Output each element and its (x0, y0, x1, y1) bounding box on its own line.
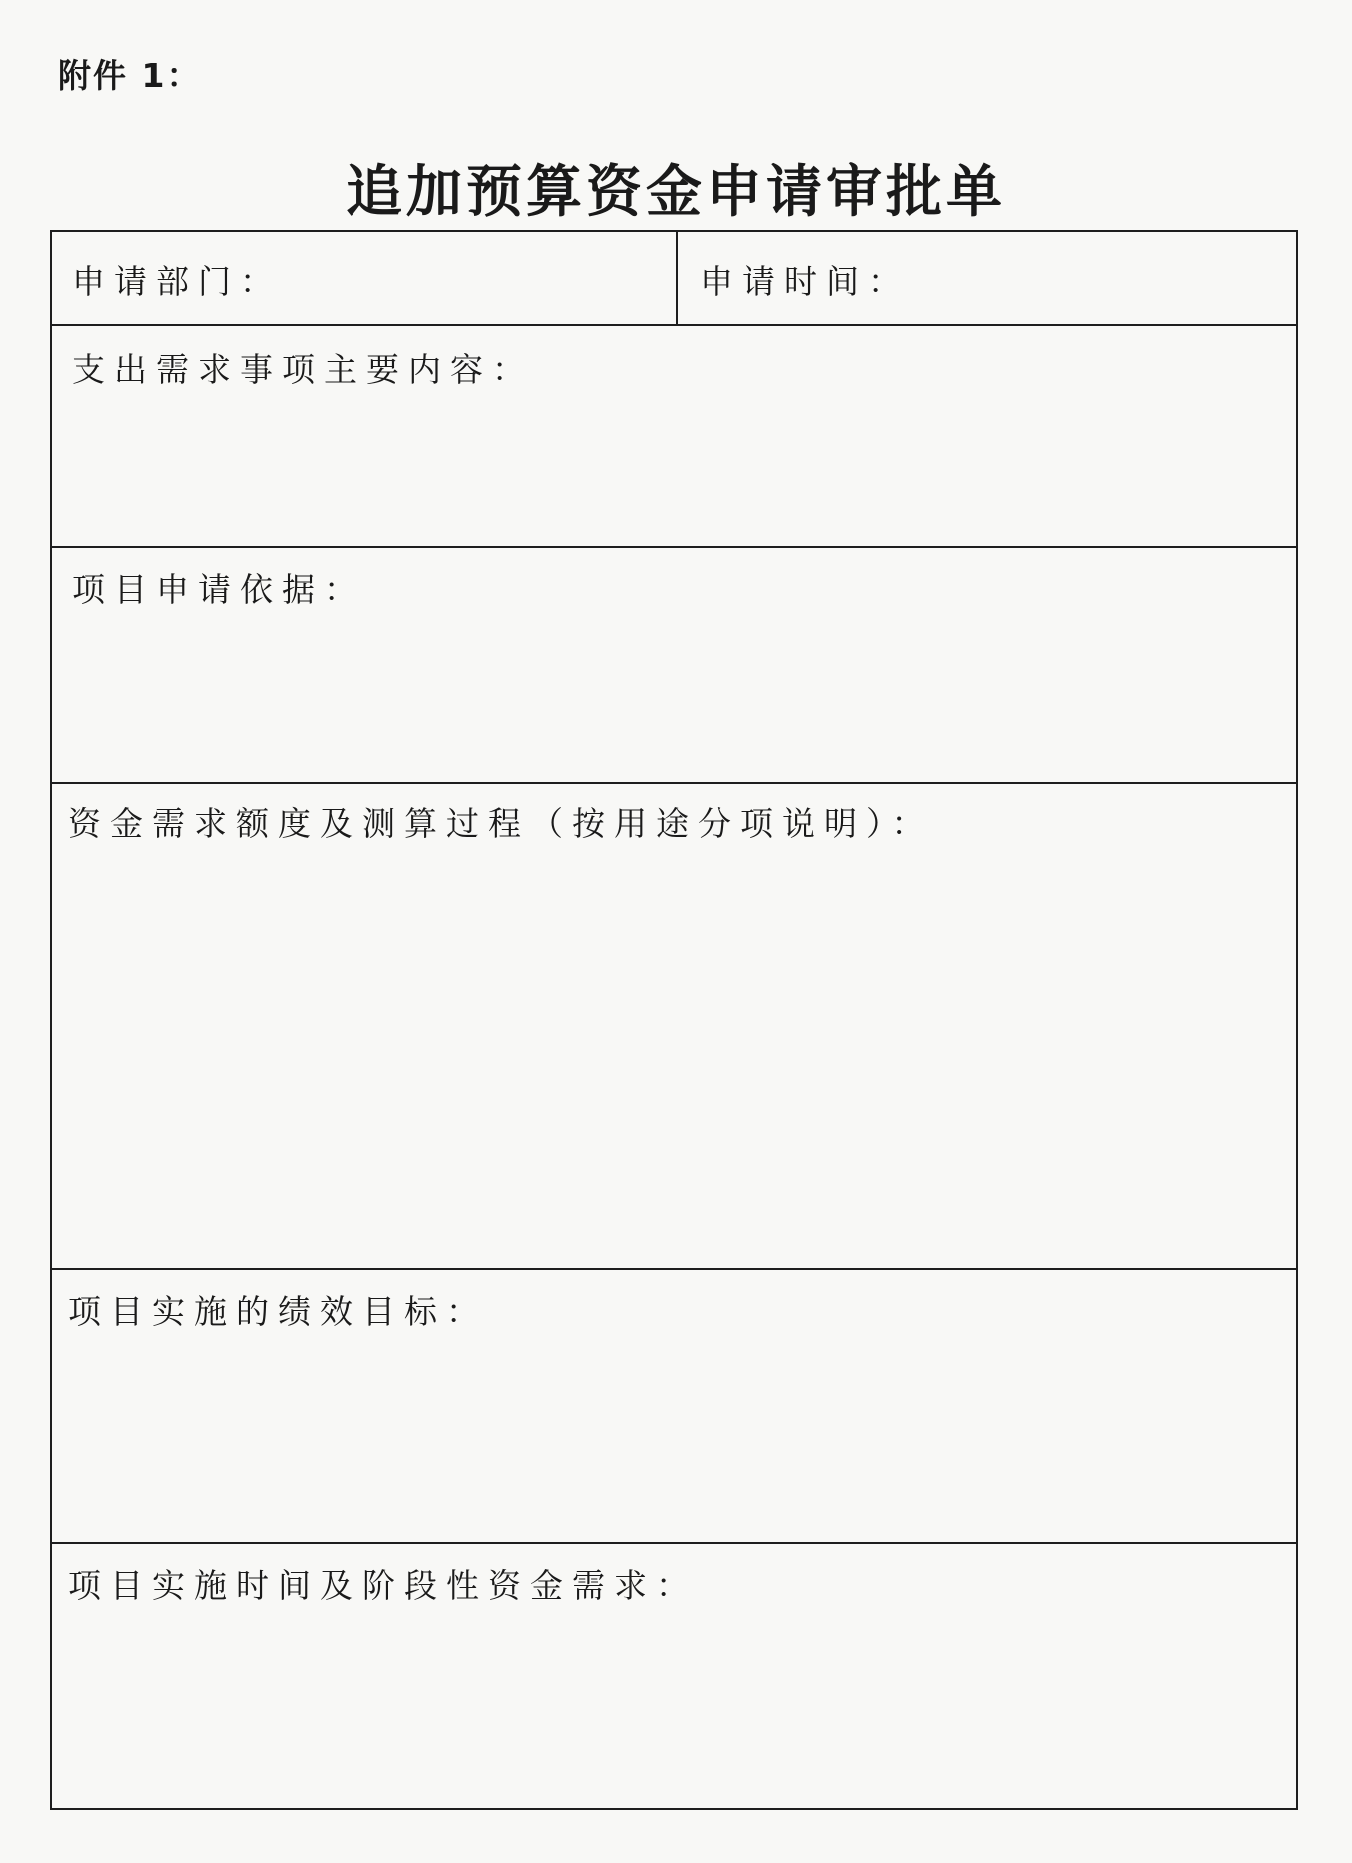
apply-time-label: 申请时间： (700, 262, 910, 301)
expense-content-label: 支出需求事项主要内容： (72, 350, 534, 389)
department-label: 申请部门： (72, 262, 282, 301)
performance-goal-label: 项目实施的绩效目标： (68, 1292, 488, 1331)
row-department-time (52, 232, 1296, 326)
row-expense-content (52, 326, 1296, 548)
form-title: 追加预算资金申请审批单 (346, 159, 1006, 225)
amount-calc-label: 资金需求额度及测算过程（按用途分项说明）： (68, 804, 934, 843)
attachment-label: 附件 1： (58, 56, 202, 95)
basis-label: 项目申请依据： (72, 570, 366, 609)
row-basis (52, 548, 1296, 784)
row-performance-goal (52, 1270, 1296, 1544)
schedule-funding-label: 项目实施时间及阶段性资金需求： (68, 1566, 698, 1605)
cell-divider (676, 232, 678, 324)
approval-form-table (50, 230, 1298, 1810)
row-amount-calc (52, 784, 1296, 1270)
row-schedule-funding (52, 1544, 1296, 1808)
